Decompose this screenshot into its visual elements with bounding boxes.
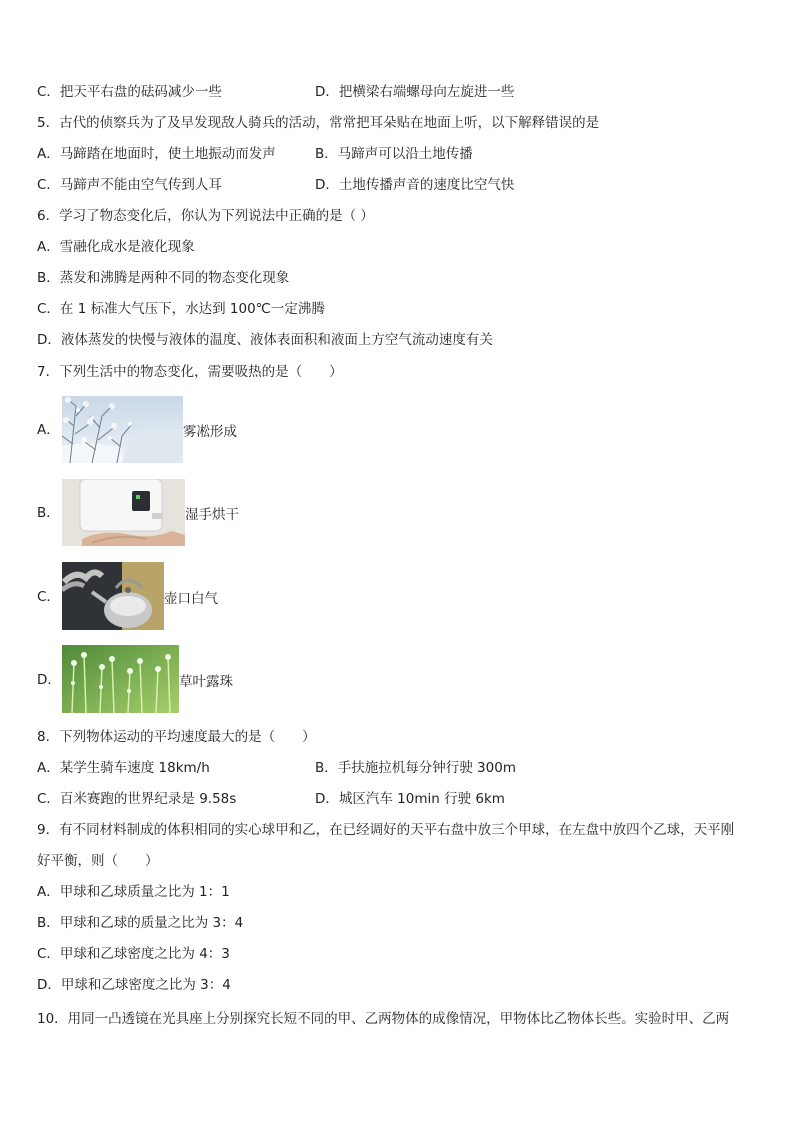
q7-option-c-image <box>62 562 164 630</box>
q5-stem: 5．古代的侦察兵为了及早发现敌人骑兵的活动，常常把耳朵贴在地面上听，以下解释错误的是 <box>37 115 600 131</box>
q8-option-b: B．手扶施拉机每分钟行驶 300m <box>315 760 516 776</box>
q9-stem-line1: 9．有不同材料制成的体积相同的实心球甲和乙，在已经调好的天平右盘中放三个甲球，在左盘中放四个乙球，天平刚 <box>37 822 735 838</box>
q6-option-c: C．在 1 标准大气压下，水达到 100℃一定沸腾 <box>37 301 325 317</box>
q8-stem: 8．下列物体运动的平均速度最大的是（ ） <box>37 729 316 745</box>
q9-option-c: C．甲球和乙球密度之比为 4：3 <box>37 946 230 962</box>
q7-option-a-image <box>62 396 183 463</box>
q7-option-b-text: 湿手烘干 <box>185 507 239 523</box>
q7-option-a-text: 雾凇形成 <box>183 424 237 440</box>
q7-option-d-image <box>62 645 179 713</box>
q7-option-b-image <box>62 479 185 546</box>
q5-option-c: C．马蹄声不能由空气传到人耳 <box>37 177 222 193</box>
q9-option-a: A．甲球和乙球质量之比为 1：1 <box>37 884 230 900</box>
q10-stem: 10．用同一凸透镜在光具座上分别探究长短不同的甲、乙两物体的成像情况，甲物体比乙物体长些。实验时甲、乙两 <box>37 1011 730 1027</box>
q6-option-a: A．雪融化成水是液化现象 <box>37 239 195 255</box>
rime-trees-icon <box>62 396 183 463</box>
q6-stem: 6．学习了物态变化后，你认为下列说法中正确的是（ ） <box>37 208 374 224</box>
q7-option-c-label: C． <box>37 589 60 605</box>
q5-option-a: A．马蹄踏在地面时，使土地振动而发声 <box>37 146 276 162</box>
q9-stem-line2: 好平衡，则（ ） <box>37 853 159 869</box>
kettle-steam-icon <box>62 562 164 630</box>
dew-grass-icon <box>62 645 179 713</box>
q8-option-d: D．城区汽车 10min 行驶 6km <box>315 791 505 807</box>
q8-option-c: C．百米赛跑的世界纪录是 9.58s <box>37 791 237 807</box>
q7-option-c-text: 壶口白气 <box>164 591 218 607</box>
q7-stem: 7．下列生活中的物态变化，需要吸热的是（ ） <box>37 364 343 380</box>
q6-option-b: B．蒸发和沸腾是两种不同的物态变化现象 <box>37 270 290 286</box>
q9-option-d: D．甲球和乙球密度之比为 3：4 <box>37 977 231 993</box>
q4-option-c: C．把天平右盘的砝码减少一些 <box>37 84 222 100</box>
q5-option-d: D．土地传播声音的速度比空气快 <box>315 177 515 193</box>
q4-option-d: D．把横梁右端螺母向左旋进一些 <box>315 84 515 100</box>
q7-option-a-label: A． <box>37 422 60 438</box>
q8-option-a: A．某学生骑车速度 18km/h <box>37 760 210 776</box>
q6-option-d: D．液体蒸发的快慢与液体的温度、液体表面积和液面上方空气流动速度有关 <box>37 332 493 348</box>
q7-option-b-label: B． <box>37 505 60 521</box>
q5-option-b: B．马蹄声可以沿土地传播 <box>315 146 473 162</box>
hand-dryer-icon <box>62 479 185 546</box>
q7-option-d-label: D． <box>37 672 61 688</box>
q9-option-b: B．甲球和乙球的质量之比为 3：4 <box>37 915 244 931</box>
q7-option-d-text: 草叶露珠 <box>179 674 233 690</box>
